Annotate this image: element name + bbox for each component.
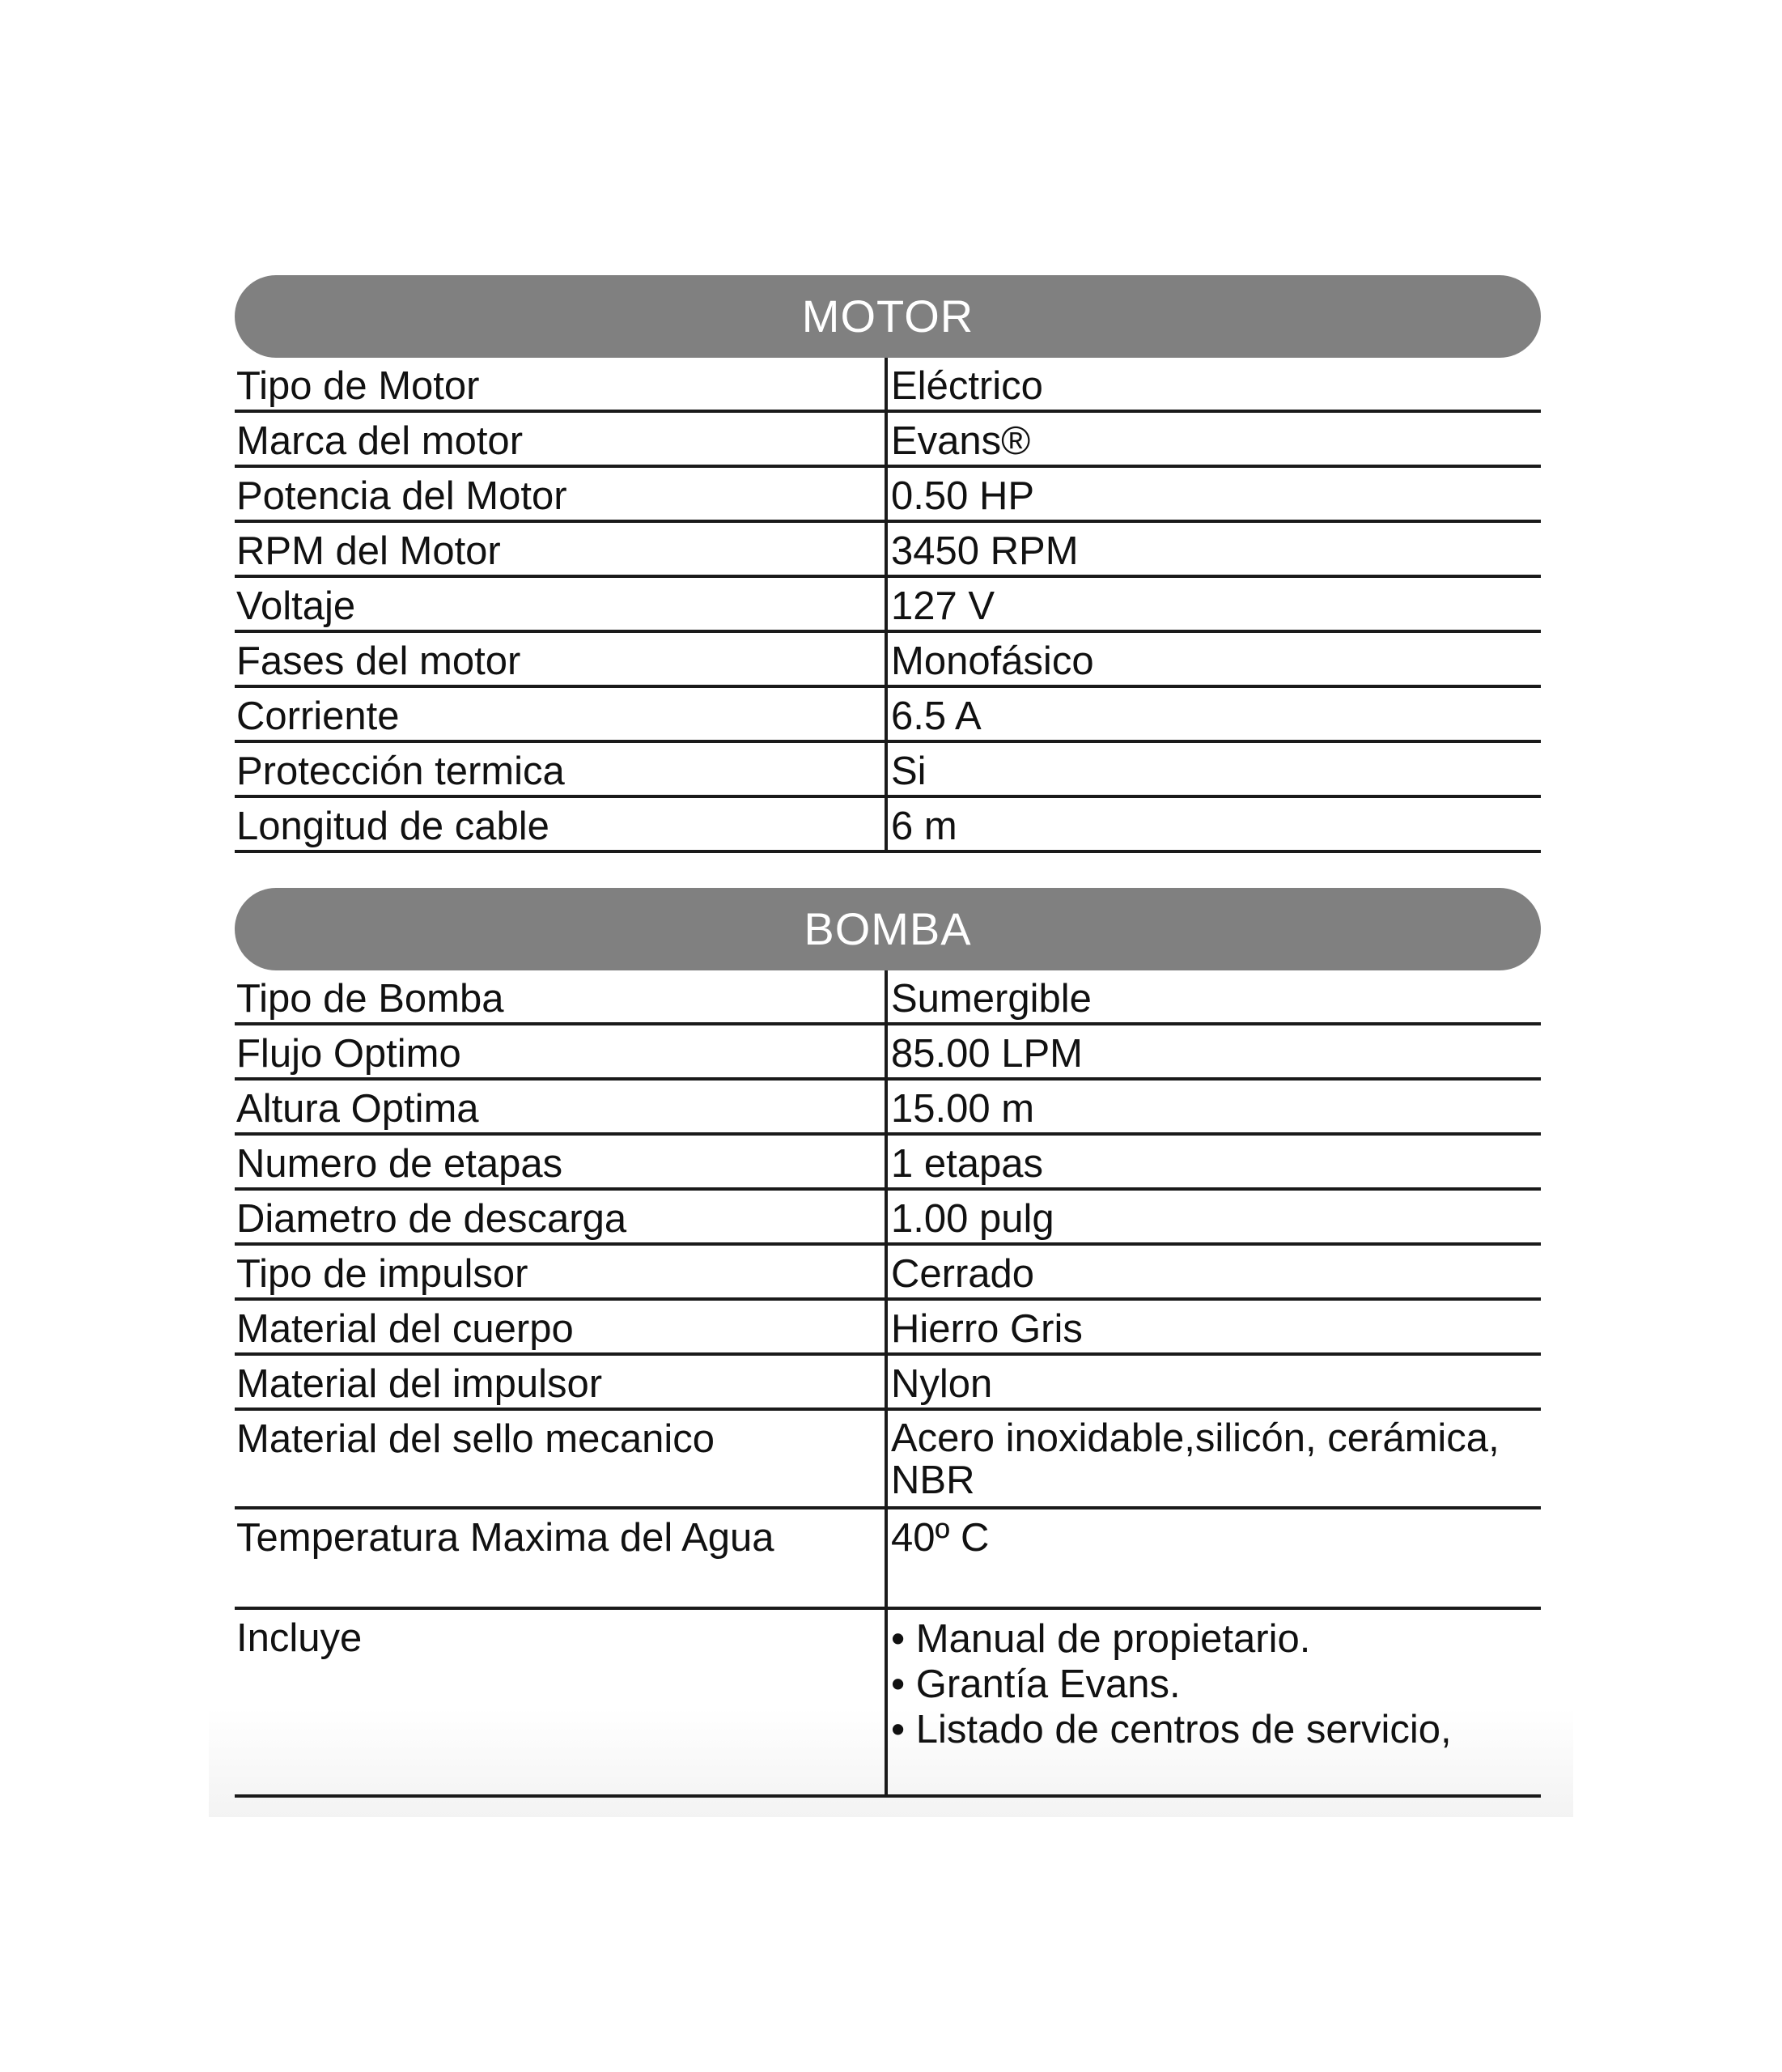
table-row	[235, 1301, 1541, 1356]
table-row	[235, 1246, 1541, 1301]
spec-label: Temperatura Maxima del Agua	[235, 1509, 888, 1607]
spec-value: Evans®	[891, 419, 1031, 463]
spec-value: Hierro Gris	[891, 1307, 1083, 1351]
list-item: • Grantía Evans.	[891, 1662, 1181, 1706]
spec-value-line: NBR	[891, 1458, 975, 1502]
spec-value	[888, 1411, 1541, 1506]
table-row	[235, 523, 1541, 578]
spec-value-line: Acero inoxidable,silicón, cerámica,	[891, 1416, 1500, 1460]
bomba-spec-table	[235, 888, 1541, 1798]
table-row	[235, 1610, 1541, 1798]
spec-label: Potencia del Motor	[235, 468, 888, 520]
spec-value: Eléctrico	[891, 364, 1043, 408]
spec-label: Voltaje	[235, 578, 888, 630]
spec-label: Protección termica	[235, 743, 888, 795]
table-row	[235, 413, 1541, 468]
spec-label: Corriente	[235, 688, 888, 740]
spec-label: Material del sello mecanico	[235, 1411, 888, 1506]
spec-label: Tipo de impulsor	[235, 1246, 888, 1297]
spec-value: 1 etapas	[891, 1142, 1043, 1186]
table-row	[235, 1025, 1541, 1081]
spec-value: 6.5 A	[891, 694, 982, 738]
table-row	[235, 688, 1541, 743]
spec-value: 1.00 pulg	[891, 1197, 1054, 1241]
list-item: • Manual de propietario.	[891, 1617, 1311, 1661]
spec-label: Longitud de cable	[235, 798, 888, 850]
list-item: • Listado de centros de servicio,	[891, 1708, 1452, 1751]
spec-label: Material del cuerpo	[235, 1301, 888, 1352]
table-row	[235, 743, 1541, 798]
spec-label: Flujo Optimo	[235, 1025, 888, 1077]
spec-value: 6 m	[891, 805, 957, 848]
spec-value: 40º C	[891, 1516, 990, 1560]
spec-value: 3450 RPM	[891, 529, 1079, 573]
table-row	[235, 1411, 1541, 1509]
table-row	[235, 1136, 1541, 1191]
bomba-section-header: BOMBA	[235, 888, 1541, 970]
spec-value: Sumergible	[891, 977, 1092, 1021]
spec-value: Si	[891, 749, 927, 793]
spec-value: Cerrado	[891, 1252, 1035, 1296]
spec-value: 0.50 HP	[891, 474, 1035, 518]
table-row	[235, 1356, 1541, 1411]
table-row	[235, 468, 1541, 523]
table-row	[235, 1081, 1541, 1136]
table-row	[235, 1191, 1541, 1246]
spec-label: Tipo de Motor	[235, 358, 888, 410]
table-row	[235, 578, 1541, 633]
motor-spec-table	[235, 275, 1541, 853]
spec-label: Altura Optima	[235, 1081, 888, 1132]
spec-value: 15.00 m	[891, 1087, 1035, 1131]
spec-value	[888, 1610, 1541, 1794]
spec-label: Numero de etapas	[235, 1136, 888, 1187]
spec-label: Fases del motor	[235, 633, 888, 685]
spec-value: 85.00 LPM	[891, 1032, 1083, 1076]
motor-section-header: MOTOR	[235, 275, 1541, 358]
spec-value: Nylon	[891, 1362, 993, 1406]
table-row	[235, 358, 1541, 413]
spec-label: RPM del Motor	[235, 523, 888, 575]
spec-label: Material del impulsor	[235, 1356, 888, 1408]
table-row	[235, 1509, 1541, 1610]
spec-label: Diametro de descarga	[235, 1191, 888, 1242]
spec-label: Incluye	[235, 1610, 888, 1794]
spec-label: Tipo de Bomba	[235, 970, 888, 1022]
table-row	[235, 798, 1541, 853]
spec-value: 127 V	[891, 584, 995, 628]
table-row	[235, 633, 1541, 688]
table-row	[235, 970, 1541, 1025]
spec-value: Monofásico	[891, 639, 1094, 683]
spec-label: Marca del motor	[235, 413, 888, 465]
